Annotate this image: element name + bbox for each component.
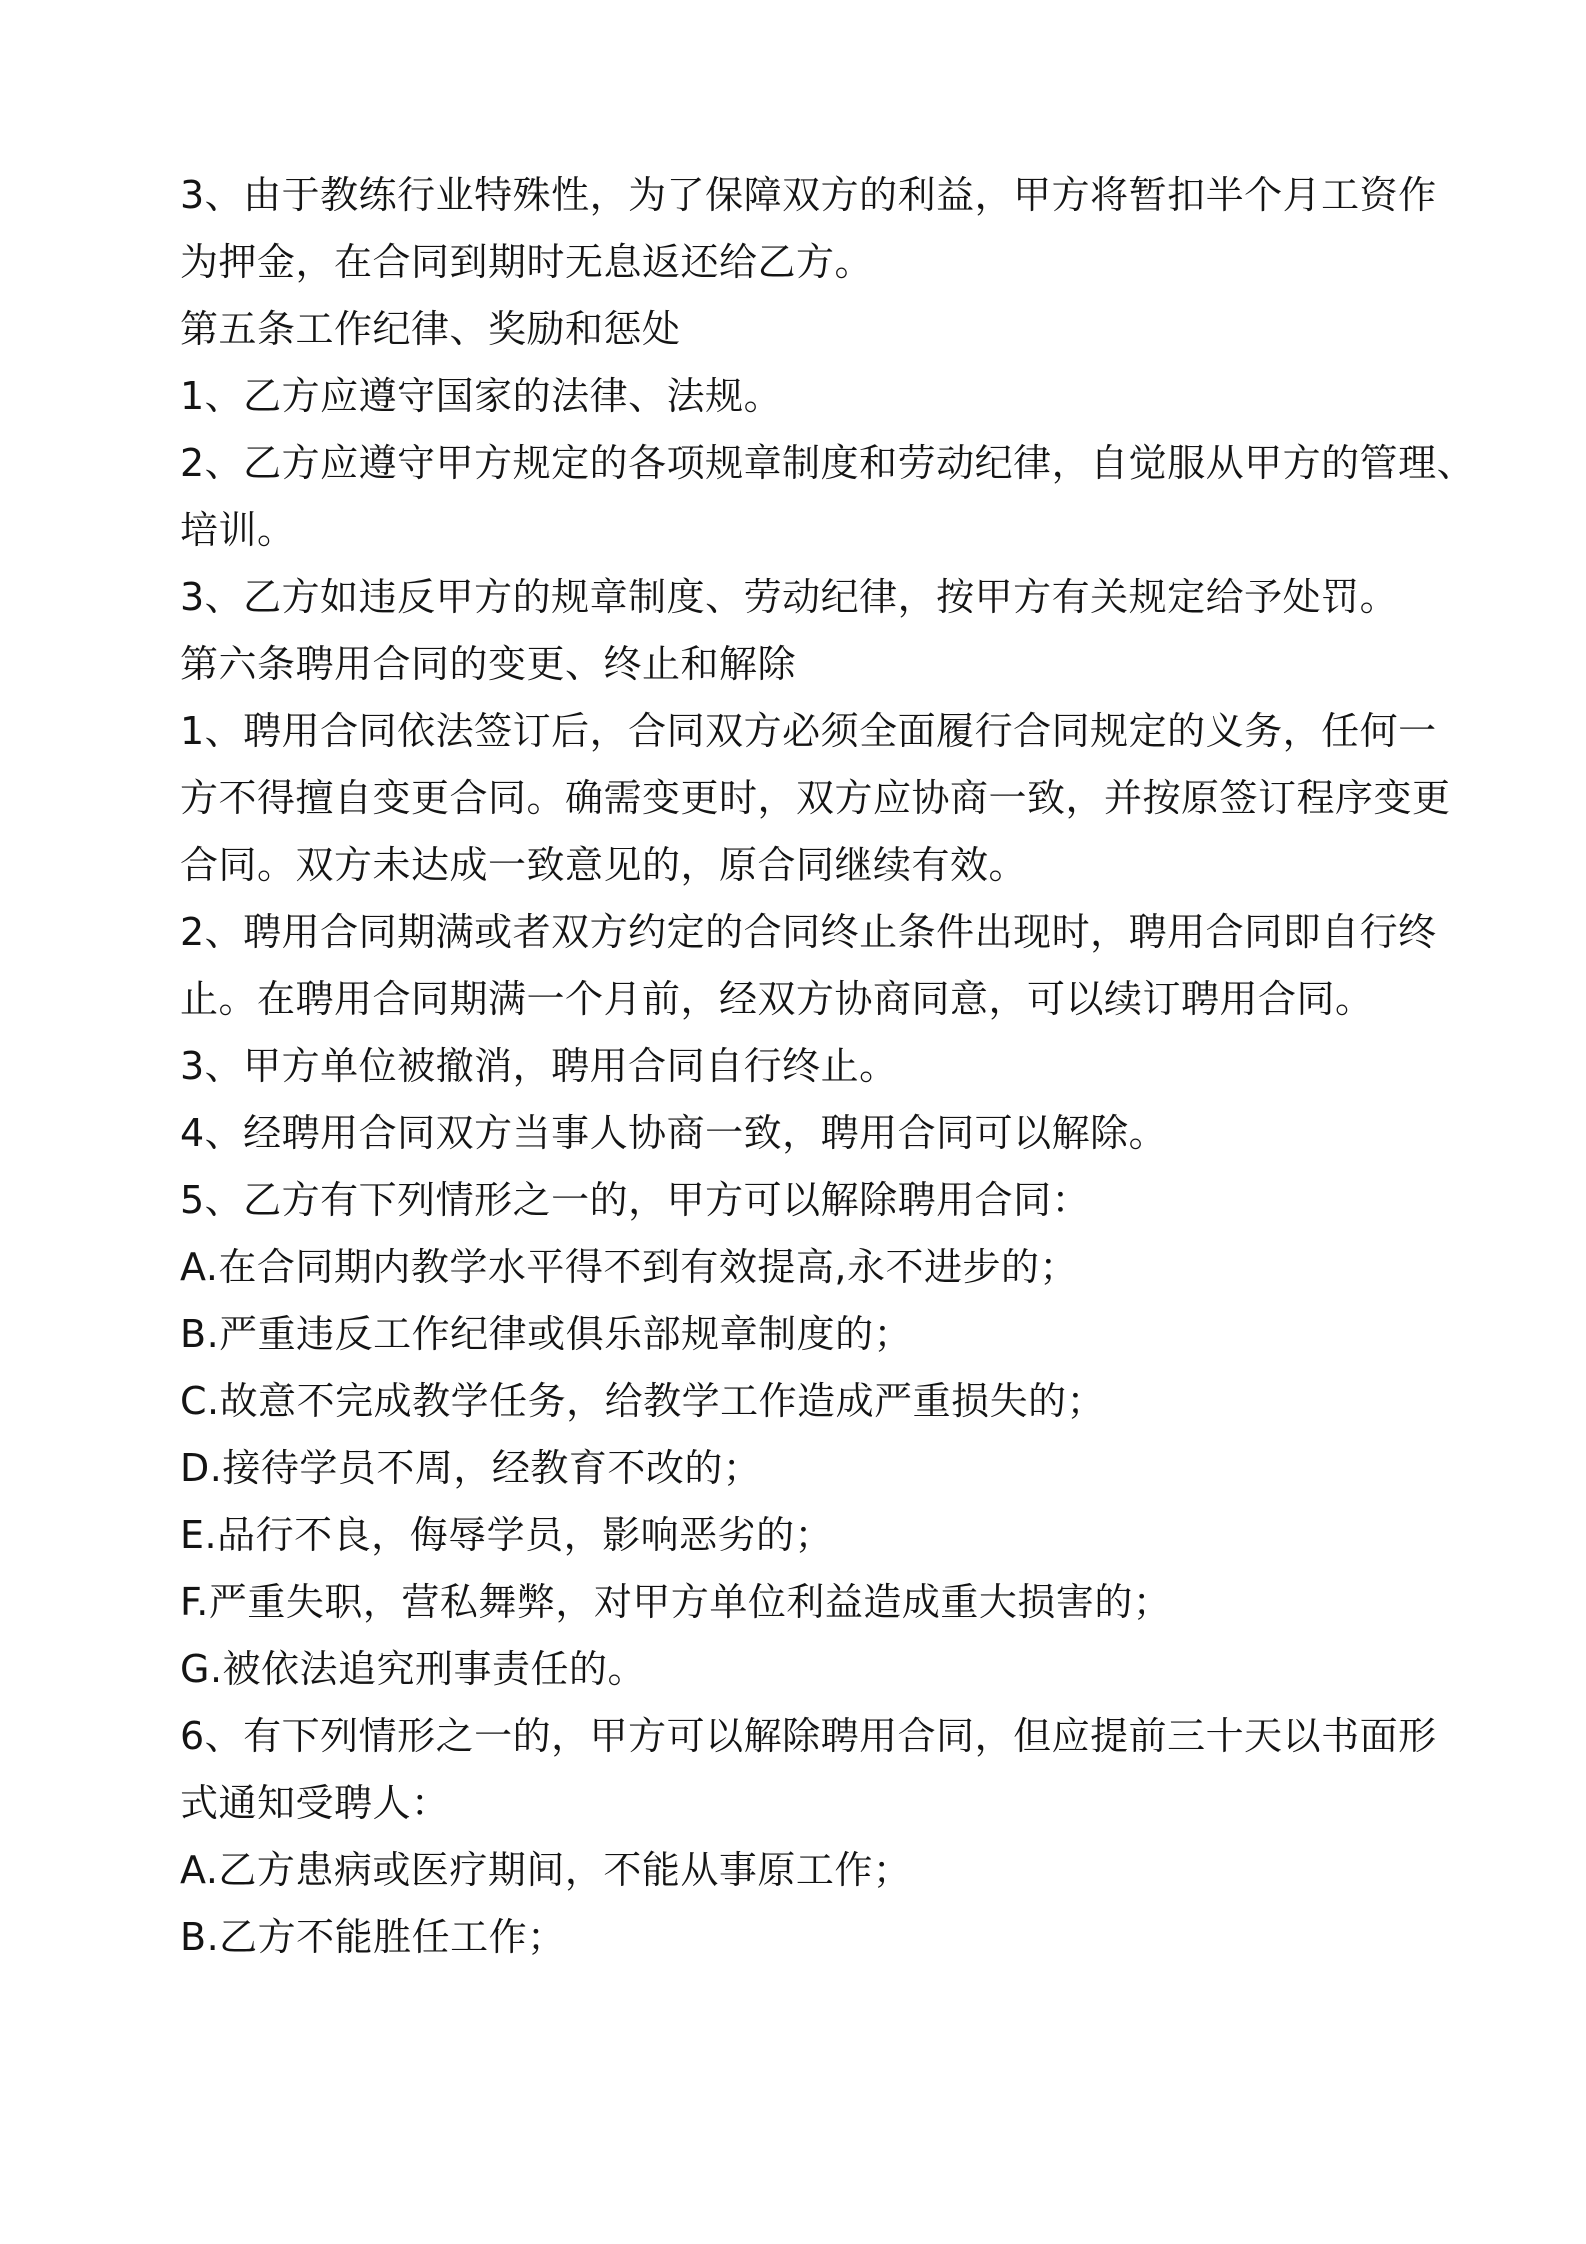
paragraph: [180, 1837, 1420, 1904]
paragraph: [180, 631, 1420, 698]
paragraph: [180, 1301, 1420, 1368]
text-line: G.被依法追究刑事责任的。: [180, 1647, 647, 1691]
text-line: A.在合同期内教学水平得不到有效提高,永不进步的；: [180, 1245, 1078, 1289]
text-line: 第五条工作纪律、奖励和惩处: [180, 307, 681, 351]
text-line: 4、经聘用合同双方当事人协商一致，聘用合同可以解除。: [180, 1111, 1168, 1155]
text-line: 1、聘用合同依法签订后，合同双方必须全面履行合同规定的义务，任何一: [180, 709, 1437, 753]
text-line: E.品行不良，侮辱学员，影响恶劣的；: [180, 1513, 834, 1557]
paragraph: [180, 1703, 1437, 1837]
text-line: 方不得擅自变更合同。确需变更时，双方应协商一致，并按原签订程序变更: [180, 776, 1451, 820]
text-line: 合同。双方未达成一致意见的，原合同继续有效。: [180, 843, 1028, 887]
text-line: 3、由于教练行业特殊性，为了保障双方的利益，甲方将暂扣半个月工资作: [180, 173, 1437, 217]
text-line: 2、聘用合同期满或者双方约定的合同终止条件出现时，聘用合同即自行终: [180, 910, 1437, 954]
document-body: [180, 162, 1476, 1971]
paragraph: [180, 1033, 1420, 1100]
text-line: 2、乙方应遵守甲方规定的各项规章制度和劳动纪律，自觉服从甲方的管理、: [180, 441, 1476, 485]
paragraph: [180, 564, 1420, 631]
paragraph: [180, 1502, 1420, 1569]
text-line: 培训。: [180, 508, 296, 552]
paragraph: [180, 1234, 1420, 1301]
paragraph: [180, 1100, 1420, 1167]
text-line: 第六条聘用合同的变更、终止和解除: [180, 642, 797, 686]
paragraph: [180, 1636, 1420, 1703]
text-line: B.乙方不能胜任工作；: [180, 1915, 566, 1959]
paragraph: [180, 698, 1451, 899]
text-line: 3、乙方如违反甲方的规章制度、劳动纪律，按甲方有关规定给予处罚。: [180, 575, 1399, 619]
text-line: 3、甲方单位被撤消，聘用合同自行终止。: [180, 1044, 898, 1088]
text-line: 为押金，在合同到期时无息返还给乙方。: [180, 240, 874, 284]
paragraph: [180, 1569, 1420, 1636]
text-line: 止。在聘用合同期满一个月前，经双方协商同意，可以续订聘用合同。: [180, 977, 1374, 1021]
paragraph: [180, 1435, 1420, 1502]
paragraph: [180, 899, 1437, 1033]
paragraph: [180, 1368, 1420, 1435]
paragraph: [180, 1167, 1420, 1234]
paragraph: [180, 363, 1420, 430]
text-line: A.乙方患病或医疗期间，不能从事原工作；: [180, 1848, 912, 1892]
text-line: B.严重违反工作纪律或俱乐部规章制度的；: [180, 1312, 913, 1356]
paragraph: [180, 296, 1420, 363]
text-line: F.严重失职，营私舞弊，对甲方单位利益造成重大损害的；: [180, 1580, 1172, 1624]
paragraph: [180, 162, 1437, 296]
paragraph: [180, 1904, 1420, 1971]
text-line: D.接待学员不周，经教育不改的；: [180, 1446, 762, 1490]
text-line: 1、乙方应遵守国家的法律、法规。: [180, 374, 783, 418]
paragraph: [180, 430, 1476, 564]
text-line: 6、有下列情形之一的，甲方可以解除聘用合同，但应提前三十天以书面形: [180, 1714, 1437, 1758]
text-line: 式通知受聘人：: [180, 1781, 450, 1825]
text-line: C.故意不完成教学任务，给教学工作造成严重损失的；: [180, 1379, 1106, 1423]
text-line: 5、乙方有下列情形之一的，甲方可以解除聘用合同：: [180, 1178, 1091, 1222]
